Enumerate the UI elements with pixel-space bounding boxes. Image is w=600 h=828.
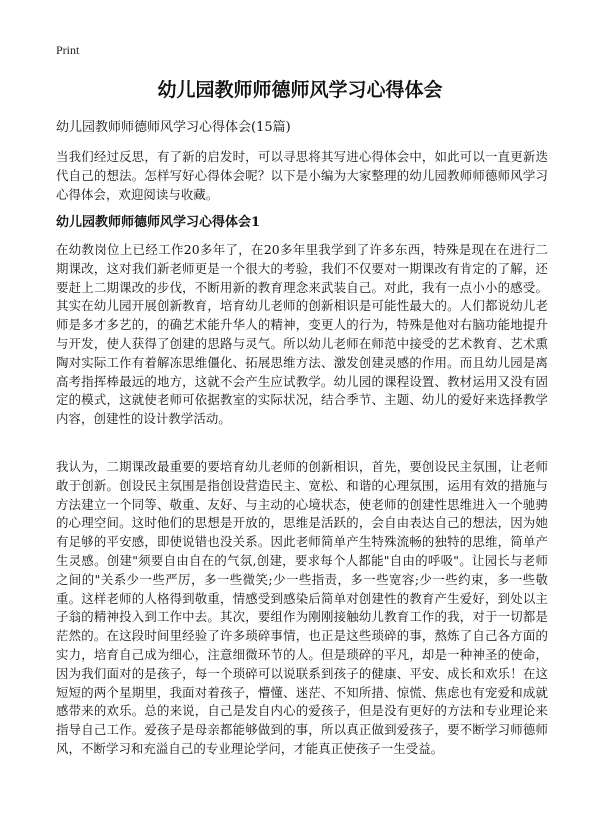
print-label: Print xyxy=(56,43,80,57)
body-paragraph-2: 我认为，二期课改最重要的要培育幼儿老师的创新相识，首先，要创设民主氛围，让老师敢于创新。创设民主氛围是指创设营造民主、宽松、和谐的心理氛围，运用有效的措施与方法建立一个同等、敬重、友好、与主动的心境状态，使老师的创建性思维进入一个驰骋的心理空间。这时他们的思想是开放的，思维是活跃的，会自由表达自己的想法，因为她有足够的平安感，即使说错也没关系。因此老师简单产生特殊流畅的独特的思维，简单产生灵感。创建"须要自由自在的气氛,创建，要求每个人都能"自由的呼吸"。让园长与老师之间的"关系少一些严厉，多一些微笑;少一些指责，多一些宽容;少一些约束，多一些敬重。这样老师的人格得到敬重，情感受到感染后简单对创建性的教育产生爱好，到处以主子翁的精神投入到工作中去。其次，要组作为刚刚接触幼儿教育工作的我，对于一切都是茫然的。在这段时间里经验了许多琐碎事情，也正是这些琐碎的事，熬炼了自己各方面的实力，培育自己成为细心，注意细微环节的人。但是琐碎的平凡，却是一种神圣的使命，因为我们面对的是孩子，每一个琐碎可以说联系到孩子的健康、平安、成长和欢乐！在这短短的两个星期里，我面对着孩子，懵懂、迷茫、不知所措、惊慌、焦虑也有宠爱和成就感带来的欢乐。总的来说，自己是发自内心的爱孩子，但是没有更好的方法和专业理论来指导自己工作。爱孩子是母亲都能够做到的事，所以真正做到爱孩子，要不断学习师德师风，不断学习和充溢自己的专业理论学问，才能真正使孩子一生受益。 xyxy=(56,459,548,756)
body-paragraph-1: 在幼教岗位上已经工作20多年了，在20多年里我学到了许多东西，特殊是现在在进行二期课改，这对我们新老师更是一个很大的考验，我们不仅要对一期课改有肯定的了解，还要赶上二期课改的步伐，不断用新的教育理念来武装自己。对此，我有一点小小的感受。其实在幼儿园开展创新教育，培育幼儿老师的创新相识是可能性最大的。人们都说幼儿老师是多才多艺的，的确艺术能升华人的精神，变更人的行为，特殊是他对右脑功能地提升与开发，使人获得了创建的思路与灵气。所以幼儿老师在师范中接受的艺术教育、艺术熏陶对实际工作有着解冻思维僵化、拓展思维方法、激发创建灵感的作用。而且幼儿园是离高考指挥棒最远的地方，这就不会产生应试教学。幼儿园的课程设置、教材运用又没有固定的模式，这就使老师可依据教室的实际状况，结合季节、主题、幼儿的爱好来选择教学内容，创建性的设计教学活动。 xyxy=(56,242,548,427)
section-heading: 幼儿园教师师德师风学习心得体会1 xyxy=(56,215,261,230)
document-subtitle: 幼儿园教师师德师风学习心得体会(15篇) xyxy=(56,120,291,135)
intro-paragraph: 当我们经过反思，有了新的启发时，可以寻思将其写进心得体会中，如此可以一直更新迭代自己的想法。怎样写好心得体会呢？以下是小编为大家整理的幼儿园教师师德师风学习心得体会，欢迎阅读与收藏。 xyxy=(56,149,548,202)
page-title: 幼儿园教师师德师风学习心得体会 xyxy=(157,79,443,101)
